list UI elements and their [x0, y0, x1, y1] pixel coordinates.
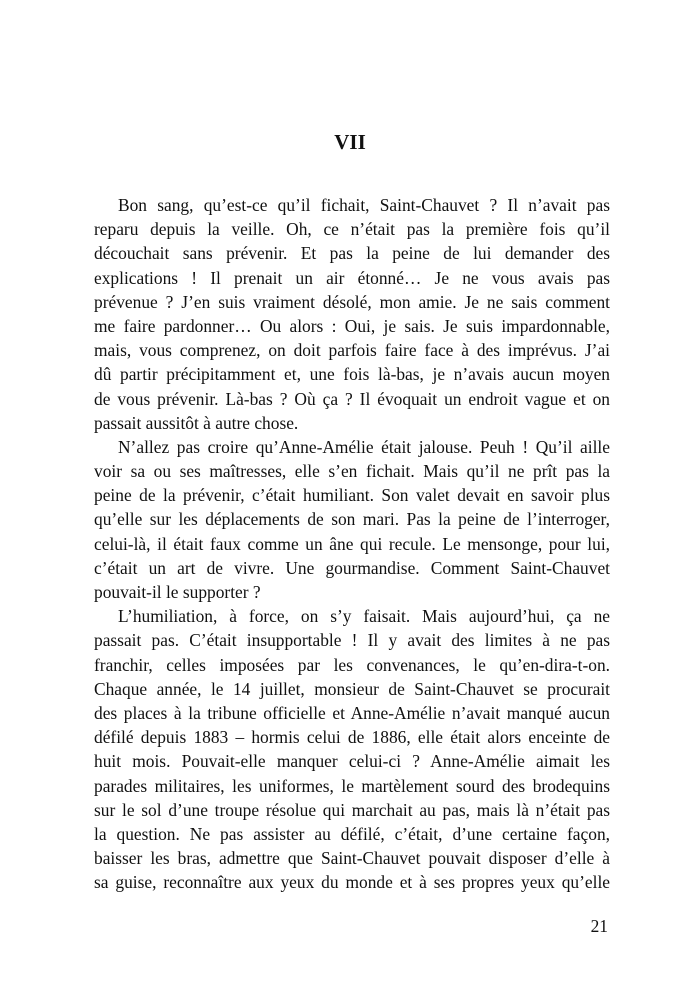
text-line: qu’elle sur les déplacements de son mari. Pas la peine de l’interroger,: [94, 509, 610, 530]
chapter-title: VII: [334, 130, 366, 154]
text-line: Chaque année, le 14 juillet, monsieur de Saint-Chauvet se procurait: [94, 678, 610, 699]
text-line: de vous prévenir. Là-bas ? Où ça ? Il évoquait un endroit vague et on: [94, 388, 610, 409]
text-line: défilé depuis 1883 – hormis celui de 1886, elle était alors enceinte de: [94, 727, 610, 748]
text-line: pouvait-il le supporter ?: [94, 582, 261, 602]
text-line: passait pas. C’était insupportable ! Il y avait des limites à ne pas: [94, 630, 610, 651]
text-line: la question. Ne pas assister au défilé, c’était, d’une certaine façon,: [94, 823, 610, 844]
text-line: N’allez pas croire qu’Anne-Amélie était jalouse. Peuh ! Qu’il aille: [118, 436, 610, 457]
text-line: parades militaires, les uniformes, le martèlement sourd des brodequins: [94, 775, 610, 796]
text-line: passait aussitôt à autre chose.: [94, 412, 299, 433]
text-line: Bon sang, qu’est-ce qu’il fichait, Saint-Chauvet ? Il n’avait pas: [118, 195, 610, 215]
text-line: mais, vous comprenez, on doit parfois faire face à des imprévus. J’ai: [94, 340, 610, 361]
text-line: L’humiliation, à force, on s’y faisait. Mais aujourd’hui, ça ne: [118, 606, 610, 627]
page-number: 21: [590, 916, 608, 936]
text-line: des places à la tribune officielle et Anne-Amélie n’avait manqué aucun: [94, 702, 610, 723]
text-line: sur le sol d’une troupe résolue qui marchait au pas, mais là n’était pas: [94, 799, 610, 820]
text-line: celui-là, il était faux comme un âne qui recule. Le mensonge, pour lui,: [94, 533, 610, 554]
text-line: prévenue ? J’en suis vraiment désolé, mon amie. Je ne sais comment: [94, 291, 610, 312]
text-line: découchait sans prévenir. Et pas la peine de lui demander des: [94, 243, 610, 264]
text-line: peine de la prévenir, c’était humiliant. Son valet devait en savoir plus: [94, 485, 610, 506]
text-line: baisser les bras, admettre que Saint-Chauvet pouvait disposer d’elle à: [94, 848, 610, 869]
text-line: sa guise, reconnaître aux yeux du monde et à ses propres yeux qu’elle: [94, 872, 610, 893]
text-line: dû partir précipitamment et, une fois là-bas, je n’avais aucun moyen: [94, 364, 610, 385]
text-line: voir sa ou ses maîtresses, elle s’en fichait. Mais qu’il ne prît pas la: [94, 461, 610, 482]
text-line: explications ! Il prenait un air étonné… Je ne vous avais pas: [94, 267, 610, 288]
text-line: huit mois. Pouvait-elle manquer celui-ci ? Anne-Amélie aimait les: [94, 751, 610, 772]
body-text: [94, 193, 610, 894]
text-line: reparu depuis la veille. Oh, ce n’était pas la première fois qu’il: [94, 219, 610, 240]
text-line: franchir, celles imposées par les convenances, le qu’en-dira-t-on.: [94, 654, 610, 675]
text-line: me faire pardonner… Ou alors : Oui, je sais. Je suis impardonnable,: [94, 315, 610, 336]
text-line: c’était un art de vivre. Une gourmandise. Comment Saint-Chauvet: [94, 557, 610, 578]
